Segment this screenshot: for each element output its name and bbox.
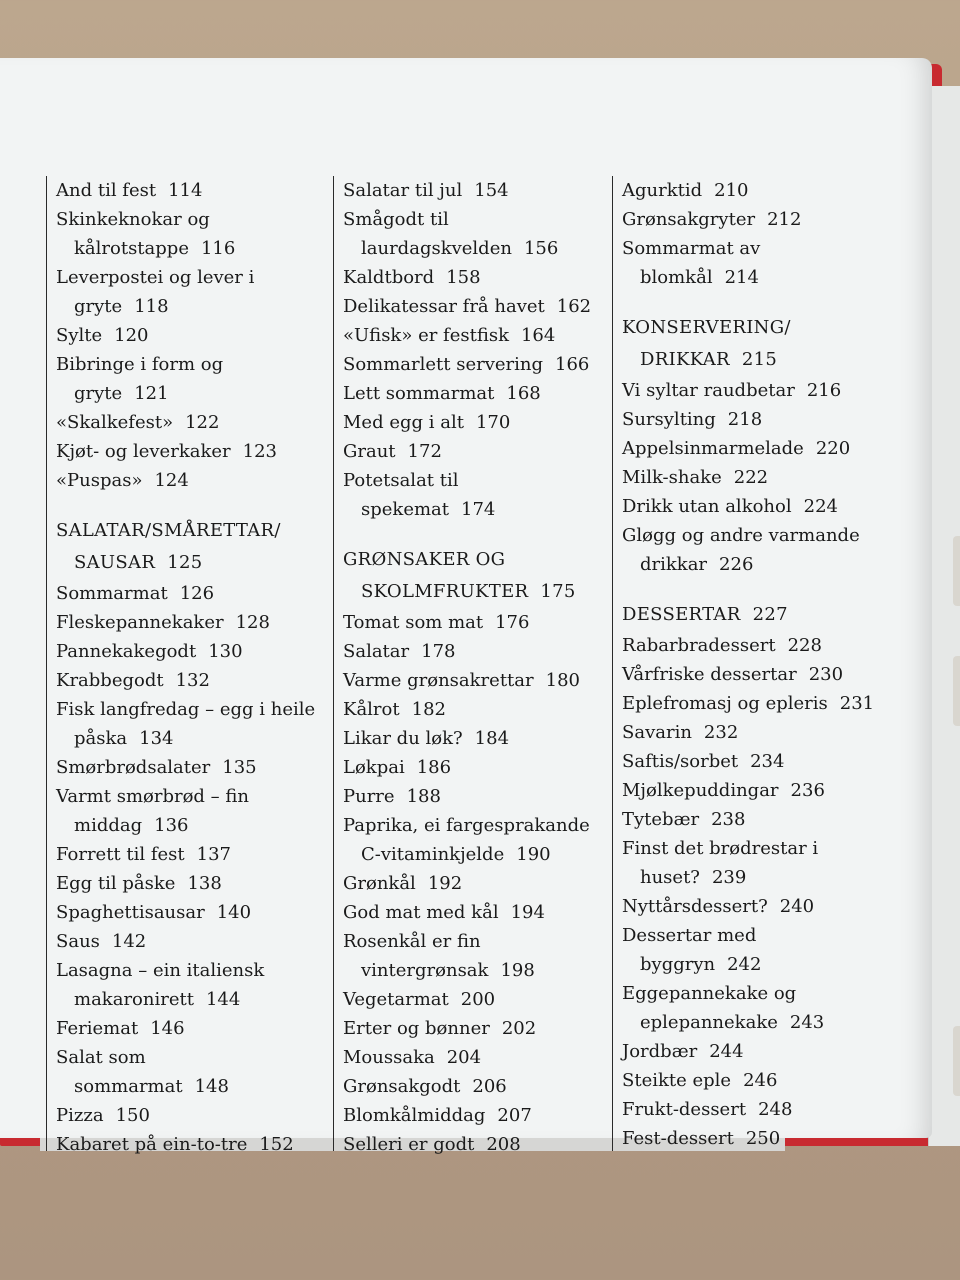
toc-entry bbox=[56, 579, 316, 608]
toc-page-number: 123 bbox=[242, 441, 277, 462]
toc-entry bbox=[343, 753, 603, 782]
toc-page-number: 198 bbox=[500, 960, 535, 981]
toc-column-1 bbox=[46, 176, 316, 1155]
toc-entry-title: Bibringe i form og bbox=[56, 354, 224, 375]
toc-entry bbox=[343, 205, 603, 263]
toc-entry-title: Fest-dessert bbox=[622, 1128, 734, 1149]
toc-entry bbox=[56, 695, 316, 753]
toc-entry-title: Varme grønsakrettar bbox=[343, 670, 534, 691]
toc-page-number: 150 bbox=[115, 1105, 150, 1126]
toc-page-number: 170 bbox=[475, 412, 511, 433]
toc-page-number: 166 bbox=[555, 354, 590, 375]
toc-entry bbox=[343, 176, 603, 205]
toc-page-number: 204 bbox=[446, 1047, 482, 1068]
toc-entry bbox=[622, 521, 882, 579]
tab-notch bbox=[953, 656, 960, 726]
toc-entry bbox=[622, 463, 882, 492]
toc-entry bbox=[343, 466, 603, 524]
toc-entry bbox=[56, 637, 316, 666]
toc-entry-continuation bbox=[56, 547, 316, 579]
toc-page-number: 240 bbox=[779, 896, 815, 917]
toc-entry-title: Saus bbox=[56, 931, 100, 952]
toc-entry bbox=[56, 869, 316, 898]
toc-entry-title: Grønsakgodt bbox=[343, 1076, 461, 1097]
toc-entry-continuation bbox=[622, 863, 882, 892]
toc-entry-continuation bbox=[56, 1072, 316, 1101]
toc-page-number: 132 bbox=[175, 670, 210, 691]
toc-entry bbox=[343, 292, 603, 321]
toc-entry bbox=[56, 263, 316, 321]
toc-entry bbox=[56, 466, 316, 495]
toc-entry bbox=[622, 689, 882, 718]
toc-entry-continuation bbox=[622, 1008, 882, 1037]
toc-page-number: 116 bbox=[200, 238, 236, 259]
toc-page-number: 210 bbox=[714, 180, 749, 201]
toc-entry-title: vintergrønsak bbox=[361, 960, 489, 981]
toc-entry-title: Løkpai bbox=[343, 757, 405, 778]
toc-entry-title: middag bbox=[74, 815, 143, 836]
toc-entry-title: gryte bbox=[74, 383, 123, 404]
tab-notch bbox=[953, 536, 960, 606]
toc-entry bbox=[56, 927, 316, 956]
toc-entry bbox=[622, 405, 882, 434]
toc-entry-continuation bbox=[56, 292, 316, 321]
toc-page-number: 124 bbox=[154, 470, 189, 491]
toc-entry-title: Skinkeknokar og bbox=[56, 209, 210, 230]
toc-entry-title: DESSERTAR bbox=[622, 604, 741, 625]
toc-entry bbox=[622, 631, 882, 660]
toc-entry bbox=[56, 1101, 316, 1130]
toc-page-number: 192 bbox=[427, 873, 463, 894]
toc-entry bbox=[622, 921, 882, 979]
toc-entry-title: Salatar bbox=[343, 641, 410, 662]
toc-page-number: 242 bbox=[727, 954, 762, 975]
toc-page-number: 228 bbox=[787, 635, 822, 656]
toc-entry-title: Eplefromasj og epleris bbox=[622, 693, 828, 714]
toc-page-number: 121 bbox=[134, 383, 169, 404]
toc-entry-title: Dessertar med bbox=[622, 925, 757, 946]
toc-page-number: 142 bbox=[111, 931, 147, 952]
toc-page-number: 134 bbox=[139, 728, 174, 749]
toc-entry-continuation bbox=[343, 234, 603, 263]
toc-page-number: 186 bbox=[416, 757, 452, 778]
toc-entry-title: Egg til påske bbox=[56, 873, 176, 894]
toc-entry-title: SALATAR/SMÅRETTAR/ bbox=[56, 520, 281, 541]
toc-entry bbox=[56, 1130, 316, 1159]
toc-entry-title: Kaldtbord bbox=[343, 267, 435, 288]
toc-entry bbox=[343, 1043, 603, 1072]
toc-entry-title: Paprika, ei fargesprakande bbox=[343, 815, 590, 836]
toc-entry-title: Purre bbox=[343, 786, 395, 807]
toc-entry-title: Tytebær bbox=[622, 809, 700, 830]
toc-section-heading bbox=[343, 544, 603, 608]
toc-entry bbox=[56, 666, 316, 695]
toc-page-number: 144 bbox=[205, 989, 241, 1010]
toc-page-number: 162 bbox=[556, 296, 592, 317]
toc-entry-title: «Ufisk» er festfisk bbox=[343, 325, 509, 346]
toc-entry bbox=[343, 1014, 603, 1043]
toc-entry-title: kålrotstappe bbox=[74, 238, 189, 259]
toc-entry-title: Smørbrødsalater bbox=[56, 757, 211, 778]
toc-page-number: 230 bbox=[808, 664, 844, 685]
toc-entry-title: eplepannekake bbox=[640, 1012, 778, 1033]
next-page-edge bbox=[928, 86, 960, 1146]
book-page bbox=[0, 58, 932, 1155]
toc-entry-title: God mat med kål bbox=[343, 902, 499, 923]
toc-entry bbox=[56, 1014, 316, 1043]
toc-entry bbox=[622, 376, 882, 405]
toc-entry bbox=[343, 695, 603, 724]
toc-entry-title: KONSERVERING/ bbox=[622, 317, 791, 338]
toc-entry-continuation bbox=[343, 956, 603, 985]
toc-entry-title: Krabbegodt bbox=[56, 670, 164, 691]
toc-entry-title: drikkar bbox=[640, 554, 708, 575]
toc-entry-title: Fleskepannekaker bbox=[56, 612, 224, 633]
toc-entry bbox=[56, 350, 316, 408]
toc-entry-title: Varmt smørbrød – fin bbox=[56, 786, 249, 807]
toc-column-3 bbox=[612, 176, 882, 1151]
toc-entry-continuation bbox=[56, 379, 316, 408]
toc-entry-title: spekemat bbox=[361, 499, 450, 520]
toc-entry bbox=[622, 434, 882, 463]
toc-entry bbox=[622, 1124, 882, 1153]
toc-page-number: 250 bbox=[745, 1128, 781, 1149]
toc-entry-title: Drikk utan alkohol bbox=[622, 496, 792, 517]
toc-entry-title: Feriemat bbox=[56, 1018, 139, 1039]
toc-entry-title: Blomkålmiddag bbox=[343, 1105, 486, 1126]
toc-entry-title: sommarmat bbox=[74, 1076, 183, 1097]
toc-entry-title: Grønsakgryter bbox=[622, 209, 756, 230]
toc-entry-title: Kålrot bbox=[343, 699, 400, 720]
toc-entry bbox=[343, 811, 603, 869]
toc-page-number: 218 bbox=[727, 409, 763, 430]
toc-entry-title: Jordbær bbox=[622, 1041, 698, 1062]
toc-entry-title: SAUSAR bbox=[74, 552, 156, 573]
toc-entry-title: Rabarbradessert bbox=[622, 635, 776, 656]
toc-entry-title: Pannekakegodt bbox=[56, 641, 197, 662]
toc-section-heading bbox=[622, 599, 882, 631]
toc-page-number: 114 bbox=[168, 180, 203, 201]
toc-page-number: 130 bbox=[208, 641, 243, 662]
toc-page-number: 222 bbox=[733, 467, 769, 488]
toc-entry-title: gryte bbox=[74, 296, 123, 317]
toc-page-number: 239 bbox=[711, 867, 747, 888]
toc-page-number: 220 bbox=[815, 438, 851, 459]
toc-entry-title: Sommarmat av bbox=[622, 238, 761, 259]
toc-entry bbox=[343, 408, 603, 437]
toc-entry bbox=[56, 898, 316, 927]
toc-entry bbox=[622, 492, 882, 521]
toc-page-number: 202 bbox=[501, 1018, 537, 1039]
toc-page-number: 152 bbox=[259, 1134, 294, 1155]
toc-page-number: 231 bbox=[839, 693, 875, 714]
toc-entry-title: Moussaka bbox=[343, 1047, 435, 1068]
toc-entry-title: «Skalkefest» bbox=[56, 412, 174, 433]
toc-entry bbox=[622, 1037, 882, 1066]
toc-entry bbox=[622, 205, 882, 234]
toc-page-number: 182 bbox=[411, 699, 446, 720]
toc-entry bbox=[343, 437, 603, 466]
toc-entry-title: Graut bbox=[343, 441, 396, 462]
toc-entry-title: laurdagskvelden bbox=[361, 238, 512, 259]
toc-entry bbox=[56, 956, 316, 1014]
toc-entry-title: Pizza bbox=[56, 1105, 104, 1126]
toc-entry-title: Smågodt til bbox=[343, 209, 449, 230]
toc-entry-title: Saftis/sorbet bbox=[622, 751, 739, 772]
toc-page-number: 215 bbox=[741, 349, 778, 370]
toc-page-number: 227 bbox=[752, 604, 788, 625]
toc-entry-title: Mjølkepuddingar bbox=[622, 780, 779, 801]
toc-entry bbox=[343, 1072, 603, 1101]
toc-entry bbox=[343, 379, 603, 408]
toc-page-number: 194 bbox=[510, 902, 545, 923]
toc-page-number: 246 bbox=[743, 1070, 778, 1091]
toc-page-number: 184 bbox=[474, 728, 510, 749]
toc-entry bbox=[56, 608, 316, 637]
toc-entry-title: C-vitaminkjelde bbox=[361, 844, 505, 865]
toc-entry bbox=[622, 718, 882, 747]
toc-entry bbox=[622, 176, 882, 205]
toc-entry-continuation bbox=[56, 811, 316, 840]
toc-page-number: 224 bbox=[803, 496, 838, 517]
toc-entry-title: Lasagna – ein italiensk bbox=[56, 960, 265, 981]
toc-entry-continuation bbox=[56, 724, 316, 753]
toc-entry bbox=[56, 753, 316, 782]
toc-entry bbox=[622, 1095, 882, 1124]
toc-page-number: 206 bbox=[472, 1076, 507, 1097]
toc-entry-continuation bbox=[622, 950, 882, 979]
toc-page-number: 178 bbox=[421, 641, 456, 662]
toc-entry-continuation bbox=[56, 234, 316, 263]
toc-entry-title: Salat som bbox=[56, 1047, 146, 1068]
toc-page-number: 118 bbox=[134, 296, 169, 317]
toc-entry bbox=[343, 1101, 603, 1130]
toc-entry-continuation bbox=[343, 840, 603, 869]
toc-page-number: 243 bbox=[789, 1012, 825, 1033]
toc-entry-title: DRIKKAR bbox=[640, 349, 730, 370]
toc-entry-title: Fisk langfredag – egg i heile bbox=[56, 699, 316, 720]
toc-entry bbox=[622, 660, 882, 689]
toc-entry bbox=[622, 805, 882, 834]
toc-entry-title: Leverpostei og lever i bbox=[56, 267, 255, 288]
toc-page-number: 175 bbox=[540, 581, 576, 602]
toc-entry-title: And til fest bbox=[56, 180, 157, 201]
toc-entry bbox=[622, 1066, 882, 1095]
toc-page-number: 238 bbox=[711, 809, 746, 830]
toc-entry bbox=[343, 263, 603, 292]
toc-entry-continuation bbox=[622, 263, 882, 292]
toc-page-number: 176 bbox=[495, 612, 530, 633]
toc-entry-title: Agurktid bbox=[622, 180, 703, 201]
toc-entry bbox=[622, 834, 882, 892]
toc-page-number: 125 bbox=[167, 552, 203, 573]
toc-entry bbox=[56, 1043, 316, 1101]
toc-entry-title: Vi syltar raudbetar bbox=[622, 380, 795, 401]
toc-entry-title: Likar du løk? bbox=[343, 728, 463, 749]
toc-page-number: 172 bbox=[407, 441, 442, 462]
toc-entry bbox=[622, 979, 882, 1037]
toc-entry-title: Sommarlett servering bbox=[343, 354, 544, 375]
toc-entry-title: Vårfriske dessertar bbox=[622, 664, 797, 685]
toc-page-number: 135 bbox=[222, 757, 257, 778]
toc-page-number: 120 bbox=[114, 325, 149, 346]
toc-entry-title: Nyttårsdessert? bbox=[622, 896, 768, 917]
toc-page-number: 226 bbox=[719, 554, 754, 575]
toc-entry-title: Selleri er godt bbox=[343, 1134, 475, 1155]
toc-entry-continuation bbox=[622, 344, 882, 376]
toc-entry bbox=[343, 321, 603, 350]
toc-entry bbox=[343, 927, 603, 985]
toc-page-number: 216 bbox=[806, 380, 842, 401]
toc-page-number: 156 bbox=[523, 238, 559, 259]
toc-entry-title: påska bbox=[74, 728, 128, 749]
toc-page-number: 188 bbox=[406, 786, 441, 807]
toc-page-number: 244 bbox=[709, 1041, 744, 1062]
toc-page-number: 208 bbox=[486, 1134, 521, 1155]
toc-entry-title: Sommarmat bbox=[56, 583, 168, 604]
toc-column-2 bbox=[333, 176, 603, 1155]
tab-notch bbox=[953, 1026, 960, 1096]
toc-entry-title: blomkål bbox=[640, 267, 713, 288]
toc-entry-title: Eggepannekake og bbox=[622, 983, 797, 1004]
toc-page-number: 148 bbox=[194, 1076, 229, 1097]
toc-entry-title: Delikatessar frå havet bbox=[343, 296, 545, 317]
toc-entry-title: Vegetarmat bbox=[343, 989, 449, 1010]
toc-entry-title: Tomat som mat bbox=[343, 612, 484, 633]
toc-entry-title: GRØNSAKER OG bbox=[343, 549, 506, 570]
toc-entry bbox=[343, 350, 603, 379]
toc-page-number: 180 bbox=[545, 670, 580, 691]
toc-entry bbox=[343, 985, 603, 1014]
toc-entry-title: Grønkål bbox=[343, 873, 416, 894]
toc-entry-title: Rosenkål er fin bbox=[343, 931, 481, 952]
toc-entry bbox=[343, 666, 603, 695]
toc-entry-title: makaronirett bbox=[74, 989, 194, 1010]
toc-entry-title: Potetsalat til bbox=[343, 470, 459, 491]
toc-entry-title: «Puspas» bbox=[56, 470, 143, 491]
toc-entry bbox=[343, 724, 603, 753]
toc-entry-title: Forrett til fest bbox=[56, 844, 185, 865]
toc-entry-title: Kjøt- og leverkaker bbox=[56, 441, 231, 462]
toc-page-number: 232 bbox=[703, 722, 739, 743]
toc-entry bbox=[56, 408, 316, 437]
toc-entry bbox=[622, 892, 882, 921]
toc-section-heading bbox=[56, 515, 316, 579]
toc-entry-title: Savarin bbox=[622, 722, 692, 743]
toc-entry-title: Gløgg og andre varmande bbox=[622, 525, 860, 546]
toc-entry-title: Sursylting bbox=[622, 409, 716, 430]
toc-page-number: 164 bbox=[520, 325, 556, 346]
toc-entry-title: Sylte bbox=[56, 325, 103, 346]
toc-entry-continuation bbox=[343, 495, 603, 524]
toc-entry-title: Spaghettisausar bbox=[56, 902, 205, 923]
toc-page-number: 138 bbox=[187, 873, 222, 894]
toc-page-number: 234 bbox=[750, 751, 785, 772]
toc-page-number: 207 bbox=[497, 1105, 532, 1126]
toc-entry bbox=[343, 1130, 603, 1159]
toc-page-number: 190 bbox=[516, 844, 551, 865]
toc-entry bbox=[56, 176, 316, 205]
toc-entry-title: huset? bbox=[640, 867, 700, 888]
toc-page-number: 168 bbox=[506, 383, 541, 404]
toc-page-number: 214 bbox=[724, 267, 759, 288]
toc-entry bbox=[343, 608, 603, 637]
toc-page-number: 122 bbox=[185, 412, 220, 433]
toc-entry-title: Kabaret på ein-to-tre bbox=[56, 1134, 248, 1155]
toc-page-number: 154 bbox=[474, 180, 509, 201]
toc-page-number: 146 bbox=[150, 1018, 185, 1039]
toc-entry bbox=[343, 637, 603, 666]
toc-entry-continuation bbox=[622, 550, 882, 579]
toc-entry bbox=[622, 234, 882, 292]
toc-page-number: 158 bbox=[446, 267, 481, 288]
toc-page-number: 212 bbox=[767, 209, 802, 230]
toc-page-number: 137 bbox=[196, 844, 232, 865]
toc-entry bbox=[343, 782, 603, 811]
toc-entry bbox=[622, 747, 882, 776]
toc-entry-title: Appelsinmarmelade bbox=[622, 438, 804, 459]
toc-entry bbox=[56, 840, 316, 869]
toc-entry-title: Finst det brødrestar i bbox=[622, 838, 819, 859]
toc-page-number: 248 bbox=[758, 1099, 793, 1120]
toc-entry-continuation bbox=[343, 576, 603, 608]
toc-section-heading bbox=[622, 312, 882, 376]
toc-page-number: 136 bbox=[154, 815, 189, 836]
toc-entry-title: Frukt-dessert bbox=[622, 1099, 747, 1120]
toc-entry-title: SKOLMFRUKTER bbox=[361, 581, 529, 602]
toc-page-number: 174 bbox=[461, 499, 496, 520]
toc-entry bbox=[343, 898, 603, 927]
toc-page-number: 128 bbox=[235, 612, 270, 633]
toc-page-number: 236 bbox=[790, 780, 825, 801]
toc-entry bbox=[56, 205, 316, 263]
toc-entry bbox=[56, 782, 316, 840]
toc-page-number: 200 bbox=[460, 989, 496, 1010]
toc-entry-title: Lett sommarmat bbox=[343, 383, 495, 404]
toc-page-number: 140 bbox=[216, 902, 252, 923]
toc-entry-title: Salatar til jul bbox=[343, 180, 463, 201]
toc-entry bbox=[56, 437, 316, 466]
toc-entry-title: Med egg i alt bbox=[343, 412, 464, 433]
toc-entry bbox=[343, 869, 603, 898]
toc-entry bbox=[56, 321, 316, 350]
toc-entry-title: byggryn bbox=[640, 954, 716, 975]
toc-entry-continuation bbox=[56, 985, 316, 1014]
toc-entry-title: Erter og bønner bbox=[343, 1018, 490, 1039]
toc-entry bbox=[622, 776, 882, 805]
toc-entry-title: Milk-shake bbox=[622, 467, 722, 488]
toc-entry-title: Steikte eple bbox=[622, 1070, 732, 1091]
toc-page-number: 126 bbox=[179, 583, 215, 604]
